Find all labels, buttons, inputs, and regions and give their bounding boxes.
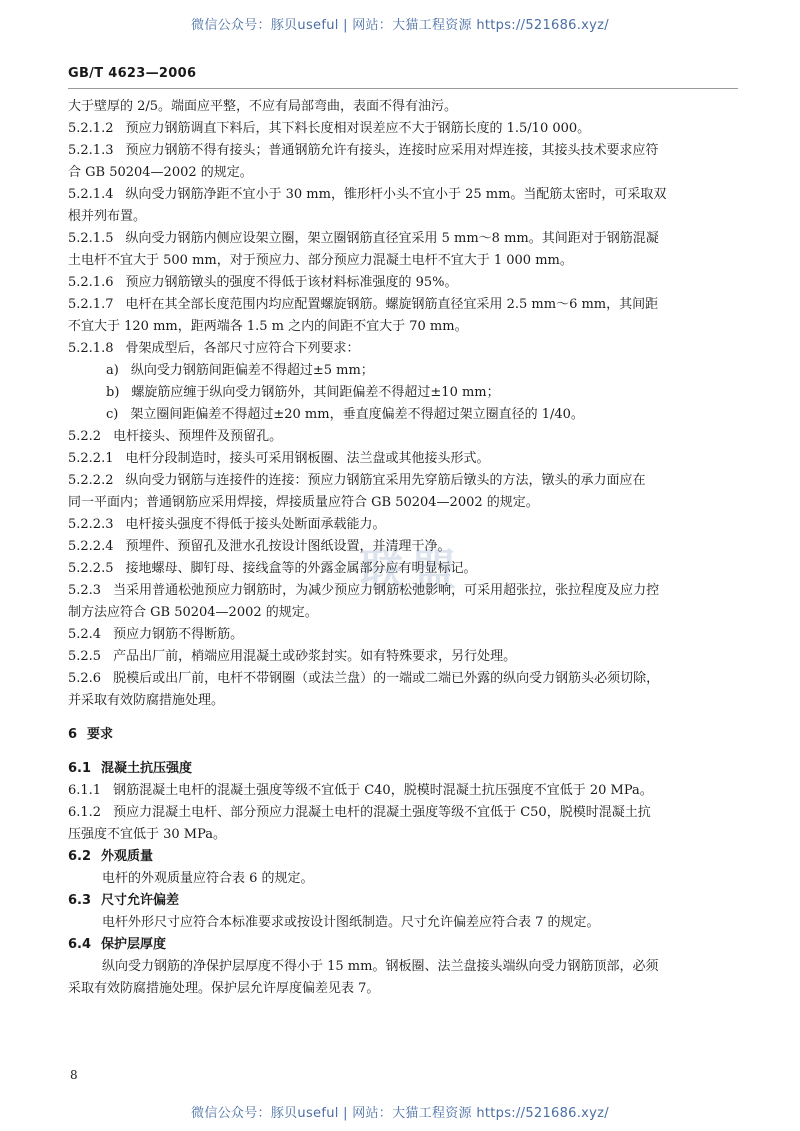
clause-line bbox=[68, 426, 748, 448]
clause-text: 预应力钢筋调直下料后，其下料长度相对误差应不大于钢筋长度的 1.5/10 000。 bbox=[125, 121, 591, 136]
clause-text: 当采用普通松弛预应力钢筋时，为减少预应力钢筋松弛影响，可采用超张拉，张拉程度及应力控 bbox=[113, 583, 660, 598]
paragraph-line bbox=[68, 912, 748, 934]
text-line-continuation bbox=[68, 690, 748, 712]
clause-text: 预应力钢筋不得断筋。 bbox=[113, 627, 244, 642]
section-gap bbox=[68, 712, 748, 724]
clause-text: 电杆分段制造时，接头可采用钢板圈、法兰盘或其他接头形式。 bbox=[125, 451, 490, 466]
clause-text: 纵向受力钢筋内侧应设架立圈，架立圈钢筋直径宜采用 5 mm～8 mm。其间距对于钢筋混凝 bbox=[125, 231, 659, 246]
watermark-top: 微信公众号：豚贝useful | 网站：大猫工程资源 https://521686.xyz/ bbox=[191, 18, 609, 33]
section-heading bbox=[68, 846, 748, 868]
clause-text: 合 GB 50204—2002 的规定。 bbox=[68, 165, 253, 180]
text-line-continuation bbox=[68, 250, 748, 272]
clause-line bbox=[68, 580, 748, 602]
clause-number: 5.2.3 bbox=[68, 583, 102, 598]
clause-text: 纵向受力钢筋净距不宜小于 30 mm，锥形杆小头不宜小于 25 mm。当配筋太密时，可采取双 bbox=[125, 187, 667, 202]
section-heading bbox=[68, 758, 748, 780]
clause-line bbox=[68, 558, 748, 580]
clause-text: 预埋件、预留孔及泄水孔按设计图纸设置，并清理干净。 bbox=[125, 539, 451, 554]
text-line-continuation bbox=[68, 602, 748, 624]
clause-number: 5.2.4 bbox=[68, 627, 102, 642]
clause-number: 5.2.1.2 bbox=[68, 121, 114, 136]
clause-text: 电杆外形尺寸应符合本标准要求或按设计图纸制造。尺寸允许偏差应符合表 7 的规定。 bbox=[102, 915, 600, 930]
clause-number: a) bbox=[106, 363, 119, 378]
text-line-continuation bbox=[68, 492, 748, 514]
clause-line bbox=[68, 294, 748, 316]
text-line-continuation bbox=[68, 316, 748, 338]
clause-text: 不宜大于 120 mm，距两端各 1.5 m 之内的间距不宜大于 70 mm。 bbox=[68, 319, 468, 334]
text-line-continuation bbox=[68, 206, 748, 228]
list-item bbox=[68, 404, 748, 426]
clause-text: 骨架成型后，各部尺寸应符合下列要求： bbox=[125, 341, 360, 356]
section-heading bbox=[68, 890, 748, 912]
clause-line bbox=[68, 780, 748, 802]
clause-text: 钢筋混凝土电杆的混凝土强度等级不宜低于 C40，脱模时混凝土抗压强度不宜低于 20 MPa。 bbox=[113, 783, 653, 798]
clause-number: 5.2.1.3 bbox=[68, 143, 114, 158]
clause-line bbox=[68, 646, 748, 668]
section-heading bbox=[68, 724, 748, 746]
clause-line bbox=[68, 802, 748, 824]
clause-number: 5.2.5 bbox=[68, 649, 102, 664]
clause-line bbox=[68, 184, 748, 206]
clause-line bbox=[68, 140, 748, 162]
paragraph-line bbox=[68, 868, 748, 890]
clause-text: 接地螺母、脚钉母、接线盒等的外露金属部分应有明显标记。 bbox=[125, 561, 477, 576]
clause-text: 电杆接头强度不得低于接头处断面承载能力。 bbox=[125, 517, 386, 532]
clause-number: 6.4 bbox=[68, 937, 92, 952]
clause-number: 5.2.1.8 bbox=[68, 341, 114, 356]
clause-text: 纵向受力钢筋与连接件的连接：预应力钢筋宜采用先穿筋后镦头的方法，镦头的承力面应在 bbox=[125, 473, 646, 488]
clause-text: 螺旋筋应缠于纵向受力钢筋外，其间距偏差不得超过±10 mm； bbox=[131, 385, 500, 400]
page-number: 8 bbox=[70, 1068, 78, 1082]
clause-number: 6 bbox=[68, 727, 78, 742]
clause-text: 尺寸允许偏差 bbox=[101, 893, 180, 908]
clause-number: 6.2 bbox=[68, 849, 92, 864]
clause-text: 电杆接头、预埋件及预留孔。 bbox=[113, 429, 283, 444]
clause-text: 架立圈间距偏差不得超过±20 mm，垂直度偏差不得超过架立圈直径的 1/40。 bbox=[130, 407, 584, 422]
clause-line bbox=[68, 470, 748, 492]
clause-number: 5.2.2.5 bbox=[68, 561, 114, 576]
text-line-continuation bbox=[68, 162, 748, 184]
clause-number: 6.1.2 bbox=[68, 805, 102, 820]
clause-text: 根并列布置。 bbox=[68, 209, 147, 224]
clause-line bbox=[68, 272, 748, 294]
clause-line bbox=[68, 536, 748, 558]
clause-line bbox=[68, 514, 748, 536]
clause-line bbox=[68, 624, 748, 646]
clause-number: 5.2.2.3 bbox=[68, 517, 114, 532]
clause-number: b) bbox=[106, 385, 120, 400]
clause-number: 6.1 bbox=[68, 761, 92, 776]
clause-number: 5.2.1.4 bbox=[68, 187, 114, 202]
list-item bbox=[68, 360, 748, 382]
clause-line bbox=[68, 118, 748, 140]
clause-text: 大于壁厚的 2/5。端面应平整，不应有局部弯曲，表面不得有油污。 bbox=[68, 99, 458, 114]
clause-text: 保护层厚度 bbox=[101, 937, 167, 952]
text-line-continuation bbox=[68, 96, 748, 118]
clause-text: 采取有效防腐措施处理。保护层允许厚度偏差见表 7。 bbox=[68, 981, 380, 996]
clause-text: 混凝土抗压强度 bbox=[101, 761, 193, 776]
paragraph-line bbox=[68, 956, 748, 978]
clause-number: 5.2.2.4 bbox=[68, 539, 114, 554]
clause-text: 预应力钢筋镦头的强度不得低于该材料标准强度的 95%。 bbox=[125, 275, 458, 290]
clause-text: 同一平面内；普通钢筋应采用焊接，焊接质量应符合 GB 50204—2002 的规定。 bbox=[68, 495, 539, 510]
clause-text: 压强度不宜低于 30 MPa。 bbox=[68, 827, 227, 842]
clause-number: 5.2.6 bbox=[68, 671, 102, 686]
standard-code: GB/T 4623—2006 bbox=[68, 66, 197, 81]
watermark-bottom: 微信公众号：豚贝useful | 网站：大猫工程资源 https://521686.xyz/ bbox=[191, 1106, 609, 1121]
clause-line bbox=[68, 448, 748, 470]
clause-text: 产品出厂前，梢端应用混凝土或砂浆封实。如有特殊要求，另行处理。 bbox=[113, 649, 517, 664]
clause-number: 5.2.2.2 bbox=[68, 473, 114, 488]
section-heading bbox=[68, 934, 748, 956]
clause-line bbox=[68, 668, 748, 690]
clause-text: 预应力混凝土电杆、部分预应力混凝土电杆的混凝土强度等级不宜低于 C50，脱模时混凝土抗 bbox=[113, 805, 651, 820]
faint-stamp-watermark: 联盟 bbox=[360, 545, 464, 596]
section-gap bbox=[68, 746, 748, 758]
clause-number: 5.2.2.1 bbox=[68, 451, 114, 466]
clause-number: c) bbox=[106, 407, 119, 422]
clause-line bbox=[68, 338, 748, 360]
clause-line bbox=[68, 228, 748, 250]
header-rule bbox=[68, 88, 738, 89]
clause-number: 5.2.1.5 bbox=[68, 231, 114, 246]
clause-number: 5.2.1.7 bbox=[68, 297, 114, 312]
clause-text: 要求 bbox=[87, 727, 114, 742]
text-line-continuation bbox=[68, 978, 748, 1000]
clause-number: 5.2.1.6 bbox=[68, 275, 114, 290]
clause-text: 并采取有效防腐措施处理。 bbox=[68, 693, 225, 708]
list-item bbox=[68, 382, 748, 404]
clause-text: 纵向受力钢筋的净保护层厚度不得小于 15 mm。钢板圈、法兰盘接头端纵向受力钢筋顶部，必须 bbox=[102, 959, 659, 974]
clause-text: 预应力钢筋不得有接头；普通钢筋允许有接头，连接时应采用对焊连接，其接头技术要求应符 bbox=[125, 143, 659, 158]
clause-text: 电杆在其全部长度范围内均应配置螺旋钢筋。螺旋钢筋直径宜采用 2.5 mm～6 mm，其间距 bbox=[125, 297, 659, 312]
clause-text: 土电杆不宜大于 500 mm，对于预应力、部分预应力混凝土电杆不宜大于 1 000 mm。 bbox=[68, 253, 573, 268]
clause-text: 纵向受力钢筋间距偏差不得超过±5 mm； bbox=[130, 363, 374, 378]
document-body bbox=[68, 96, 748, 1000]
clause-text: 脱模后或出厂前，电杆不带钢圈（或法兰盘）的一端或二端已外露的纵向受力钢筋头必须切除， bbox=[113, 671, 660, 686]
clause-number: 6.1.1 bbox=[68, 783, 102, 798]
clause-text: 外观质量 bbox=[101, 849, 154, 864]
clause-text: 电杆的外观质量应符合表 6 的规定。 bbox=[102, 871, 314, 886]
clause-text: 制方法应符合 GB 50204—2002 的规定。 bbox=[68, 605, 318, 620]
clause-number: 6.3 bbox=[68, 893, 92, 908]
text-line-continuation bbox=[68, 824, 748, 846]
clause-number: 5.2.2 bbox=[68, 429, 102, 444]
